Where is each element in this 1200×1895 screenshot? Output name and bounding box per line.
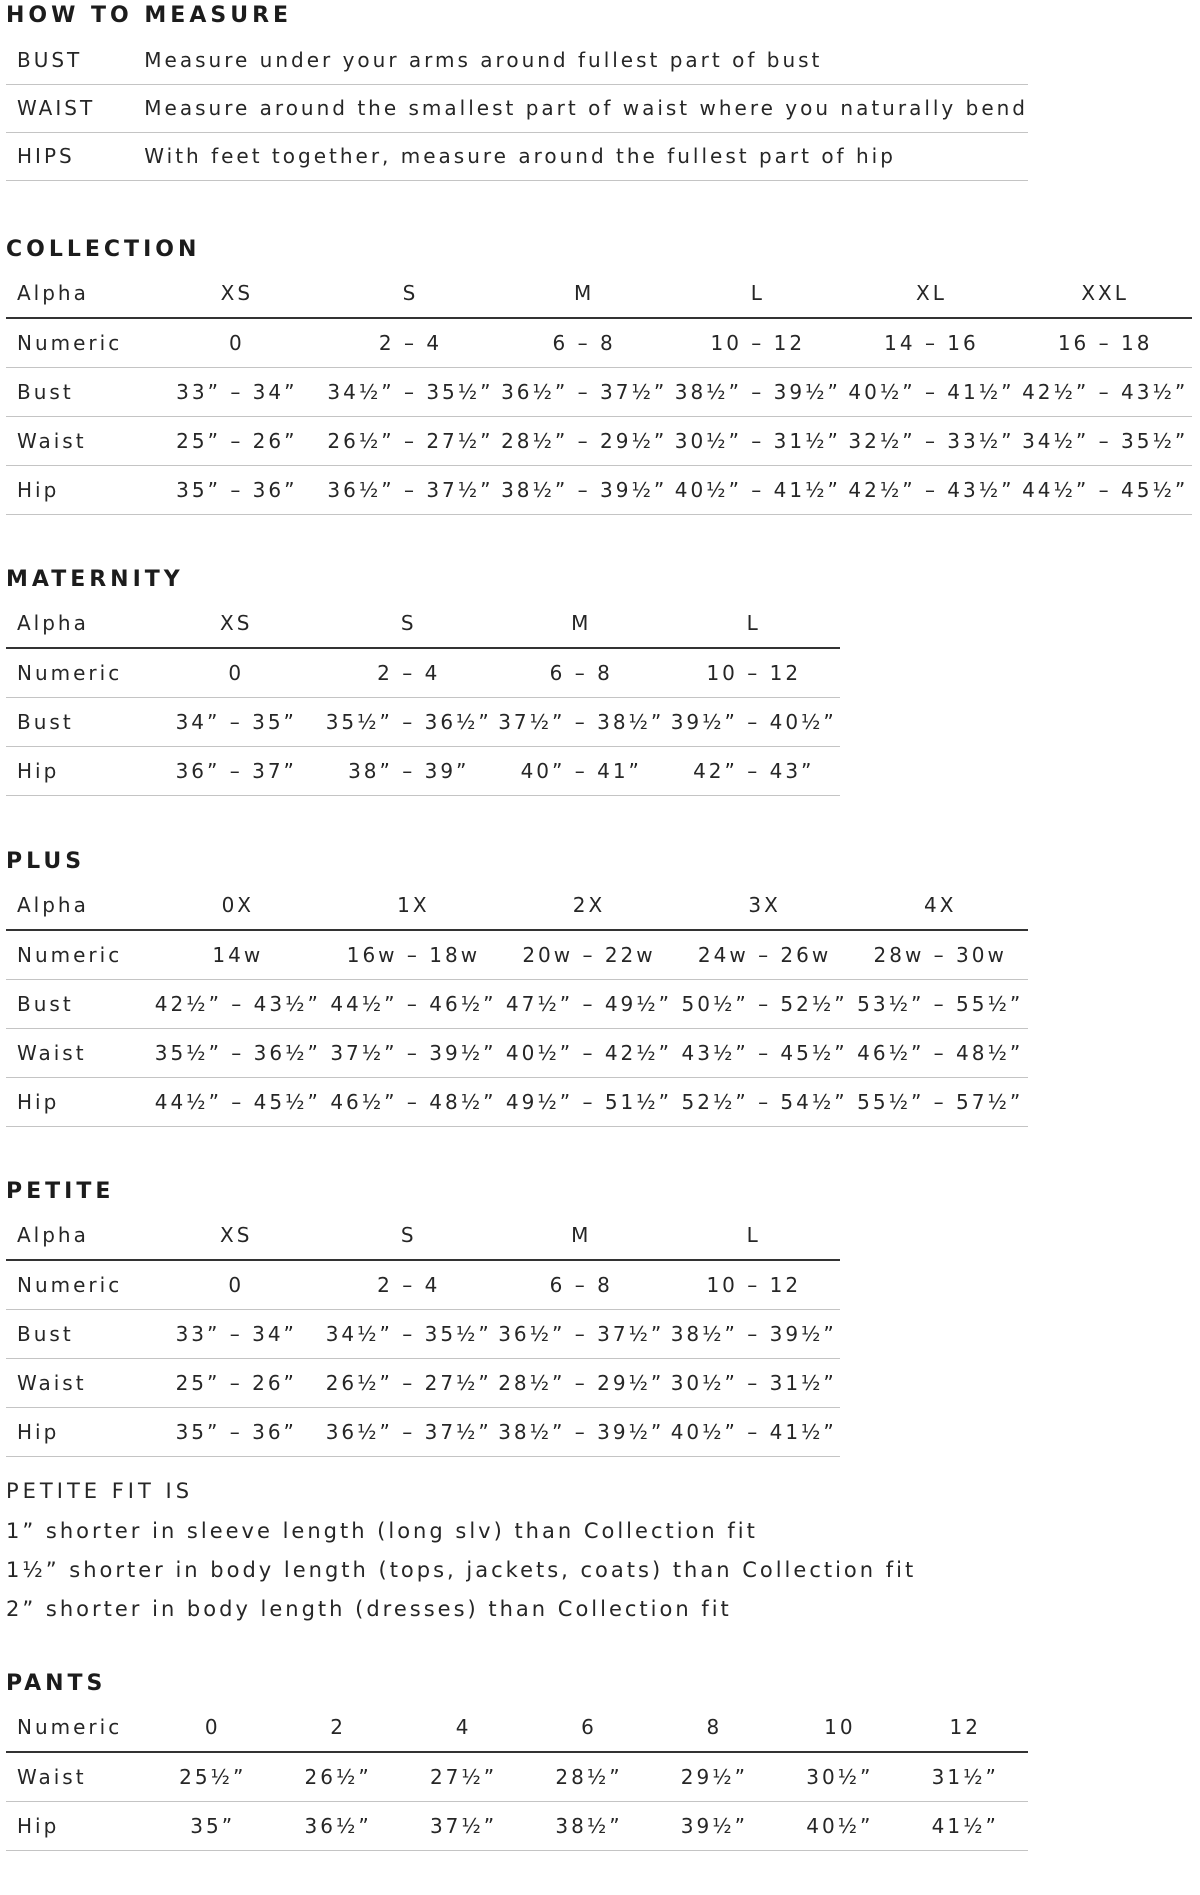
column-header: 6: [526, 1703, 651, 1752]
petite-heading: PETITE: [6, 1179, 115, 1204]
table-cell: 36½” – 37½”: [324, 466, 498, 515]
row-label: Hip: [6, 1802, 150, 1851]
table-cell: 10 – 12: [668, 1260, 841, 1310]
table-cell: 40” – 41”: [495, 747, 668, 796]
table-cell: 28½” – 29½”: [497, 417, 671, 466]
table-cell: 28½” – 29½”: [495, 1359, 668, 1408]
table-header-row: [6, 599, 840, 648]
table-row: [6, 648, 840, 698]
table-cell: 42” – 43”: [668, 747, 841, 796]
table-row: [6, 1310, 840, 1359]
table-cell: 25” – 26”: [150, 417, 324, 466]
maternity-size-table: [6, 599, 840, 796]
table-cell: 53½” – 55½”: [852, 980, 1028, 1029]
plus-heading: PLUS: [6, 849, 86, 874]
table-cell: 34½” – 35½”: [324, 368, 498, 417]
table-row: [6, 698, 840, 747]
table-cell: 43½” – 45½”: [677, 1029, 853, 1078]
table-row: [6, 1078, 1028, 1127]
table-row: [6, 1802, 1028, 1851]
row-label: Numeric: [6, 930, 150, 980]
table-cell: 29½”: [652, 1752, 777, 1802]
column-header: L: [668, 1211, 841, 1260]
table-cell: 0: [150, 1260, 323, 1310]
table-cell: 46½” – 48½”: [852, 1029, 1028, 1078]
row-label: Waist: [6, 1752, 150, 1802]
row-label: Numeric: [6, 318, 150, 368]
column-header: XS: [150, 1211, 323, 1260]
table-row: [6, 368, 1192, 417]
row-label: Hip: [6, 466, 150, 515]
table-cell: 35”: [150, 1802, 275, 1851]
column-header: S: [324, 269, 498, 318]
table-cell: 38½” – 39½”: [497, 466, 671, 515]
column-header: L: [671, 269, 845, 318]
column-header: M: [497, 269, 671, 318]
table-row: [6, 417, 1192, 466]
column-header: Alpha: [6, 599, 150, 648]
pants-heading: PANTS: [6, 1671, 107, 1696]
column-header: 4X: [852, 881, 1028, 930]
column-header: Numeric: [6, 1703, 150, 1752]
table-cell: 14w: [150, 930, 326, 980]
table-cell: 40½” – 41½”: [671, 466, 845, 515]
table-cell: 30½” – 31½”: [671, 417, 845, 466]
table-cell: 36½”: [275, 1802, 400, 1851]
table-cell: 44½” – 46½”: [326, 980, 502, 1029]
table-cell: 39½” – 40½”: [668, 698, 841, 747]
table-cell: 32½” – 33½”: [845, 417, 1019, 466]
table-cell: 24w – 26w: [677, 930, 853, 980]
table-cell: 44½” – 45½”: [150, 1078, 326, 1127]
table-cell: 39½”: [652, 1802, 777, 1851]
table-cell: 35½” – 36½”: [150, 1029, 326, 1078]
column-header: 8: [652, 1703, 777, 1752]
petite-fit-line: 1½” shorter in body length (tops, jackets, coats) than Collection fit: [6, 1558, 917, 1582]
column-header: 3X: [677, 881, 853, 930]
table-row: [6, 318, 1192, 368]
table-cell: 26½” – 27½”: [324, 417, 498, 466]
column-header: Alpha: [6, 269, 150, 318]
table-header-row: [6, 1211, 840, 1260]
table-header-row: [6, 269, 1192, 318]
column-header: Alpha: [6, 1211, 150, 1260]
table-cell: 37½”: [401, 1802, 526, 1851]
pants-size-table: [6, 1703, 1028, 1851]
measure-text: With feet together, measure around the fullest part of hip: [144, 132, 1028, 180]
table-cell: 37½” – 39½”: [326, 1029, 502, 1078]
column-header: M: [495, 1211, 668, 1260]
maternity-heading: MATERNITY: [6, 567, 184, 592]
column-header: 0X: [150, 881, 326, 930]
row-label: Bust: [6, 368, 150, 417]
table-cell: 47½” – 49½”: [501, 980, 677, 1029]
table-cell: 33” – 34”: [150, 1310, 323, 1359]
table-row: [6, 747, 840, 796]
table-cell: 30½”: [777, 1752, 902, 1802]
table-cell: 38½” – 39½”: [668, 1310, 841, 1359]
row-label: Bust: [6, 1310, 150, 1359]
table-cell: 42½” – 43½”: [845, 466, 1019, 515]
how-to-measure-table: [6, 36, 1028, 181]
table-row: [6, 1408, 840, 1457]
column-header: XL: [845, 269, 1019, 318]
table-cell: 55½” – 57½”: [852, 1078, 1028, 1127]
table-row: [6, 930, 1028, 980]
column-header: XXL: [1018, 269, 1192, 318]
table-cell: 38” – 39”: [323, 747, 496, 796]
table-cell: 41½”: [903, 1802, 1028, 1851]
table-row: [6, 1359, 840, 1408]
column-header: Alpha: [6, 881, 150, 930]
table-cell: 40½”: [777, 1802, 902, 1851]
table-cell: 0: [150, 318, 324, 368]
collection-heading: COLLECTION: [6, 237, 201, 262]
table-cell: 36½” – 37½”: [495, 1310, 668, 1359]
table-cell: 33” – 34”: [150, 368, 324, 417]
table-cell: 31½”: [903, 1752, 1028, 1802]
table-row: [6, 1029, 1028, 1078]
table-cell: 36½” – 37½”: [497, 368, 671, 417]
column-header: M: [495, 599, 668, 648]
table-cell: 40½” – 42½”: [501, 1029, 677, 1078]
table-cell: 28½”: [526, 1752, 651, 1802]
column-header: 12: [903, 1703, 1028, 1752]
table-cell: 30½” – 31½”: [668, 1359, 841, 1408]
row-label: Numeric: [6, 648, 150, 698]
row-label: Waist: [6, 1359, 150, 1408]
table-cell: 26½”: [275, 1752, 400, 1802]
petite-fit-heading: PETITE FIT IS: [6, 1479, 194, 1503]
table-cell: 38½”: [526, 1802, 651, 1851]
table-row: [6, 466, 1192, 515]
table-cell: 6 – 8: [495, 648, 668, 698]
plus-size-table: [6, 881, 1028, 1127]
column-header: XS: [150, 599, 323, 648]
table-cell: 20w – 22w: [501, 930, 677, 980]
table-cell: 52½” – 54½”: [677, 1078, 853, 1127]
table-cell: 16w – 18w: [326, 930, 502, 980]
table-cell: 25½”: [150, 1752, 275, 1802]
column-header: 1X: [326, 881, 502, 930]
column-header: 4: [401, 1703, 526, 1752]
table-header-row: [6, 881, 1028, 930]
table-cell: 36” – 37”: [150, 747, 323, 796]
table-cell: 34” – 35”: [150, 698, 323, 747]
column-header: 2X: [501, 881, 677, 930]
table-cell: 2 – 4: [324, 318, 498, 368]
column-header: 10: [777, 1703, 902, 1752]
table-cell: 36½” – 37½”: [323, 1408, 496, 1457]
table-cell: 35” – 36”: [150, 466, 324, 515]
table-cell: 38½” – 39½”: [495, 1408, 668, 1457]
table-row: [6, 1260, 840, 1310]
table-cell: 49½” – 51½”: [501, 1078, 677, 1127]
column-header: S: [323, 1211, 496, 1260]
row-label: Hip: [6, 747, 150, 796]
row-label: Hip: [6, 1408, 150, 1457]
table-cell: 34½” – 35½”: [1018, 417, 1192, 466]
table-cell: 25” – 26”: [150, 1359, 323, 1408]
how-to-measure-heading: HOW TO MEASURE: [6, 3, 293, 28]
column-header: L: [668, 599, 841, 648]
table-cell: 35½” – 36½”: [323, 698, 496, 747]
table-row: [6, 980, 1028, 1029]
row-label: Numeric: [6, 1260, 150, 1310]
petite-size-table: [6, 1211, 840, 1457]
petite-fit-line: 2” shorter in body length (dresses) than Collection fit: [6, 1597, 732, 1621]
row-label: Bust: [6, 980, 150, 1029]
measure-label: HIPS: [6, 132, 144, 180]
collection-size-table: [6, 269, 1192, 515]
column-header: XS: [150, 269, 324, 318]
table-row: [6, 1752, 1028, 1802]
table-cell: 28w – 30w: [852, 930, 1028, 980]
table-cell: 26½” – 27½”: [323, 1359, 496, 1408]
measure-text: Measure under your arms around fullest part of bust: [144, 36, 1028, 84]
table-cell: 27½”: [401, 1752, 526, 1802]
table-cell: 6 – 8: [495, 1260, 668, 1310]
table-cell: 42½” – 43½”: [1018, 368, 1192, 417]
table-cell: 16 – 18: [1018, 318, 1192, 368]
table-cell: 2 – 4: [323, 648, 496, 698]
column-header: 0: [150, 1703, 275, 1752]
row-label: Waist: [6, 1029, 150, 1078]
column-header: S: [323, 599, 496, 648]
table-cell: 2 – 4: [323, 1260, 496, 1310]
table-cell: 37½” – 38½”: [495, 698, 668, 747]
measure-label: BUST: [6, 36, 144, 84]
table-cell: 14 – 16: [845, 318, 1019, 368]
table-cell: 38½” – 39½”: [671, 368, 845, 417]
table-cell: 34½” – 35½”: [323, 1310, 496, 1359]
table-row: [6, 132, 1028, 180]
table-cell: 10 – 12: [668, 648, 841, 698]
row-label: Waist: [6, 417, 150, 466]
table-row: [6, 36, 1028, 84]
table-cell: 0: [150, 648, 323, 698]
table-cell: 50½” – 52½”: [677, 980, 853, 1029]
table-cell: 40½” – 41½”: [845, 368, 1019, 417]
table-cell: 10 – 12: [671, 318, 845, 368]
petite-fit-line: 1” shorter in sleeve length (long slv) than Collection fit: [6, 1519, 758, 1543]
table-cell: 46½” – 48½”: [326, 1078, 502, 1127]
table-header-row: [6, 1703, 1028, 1752]
table-row: [6, 84, 1028, 132]
measure-label: WAIST: [6, 84, 144, 132]
table-cell: 35” – 36”: [150, 1408, 323, 1457]
column-header: 2: [275, 1703, 400, 1752]
table-cell: 44½” – 45½”: [1018, 466, 1192, 515]
row-label: Bust: [6, 698, 150, 747]
table-cell: 40½” – 41½”: [668, 1408, 841, 1457]
table-cell: 6 – 8: [497, 318, 671, 368]
row-label: Hip: [6, 1078, 150, 1127]
table-cell: 42½” – 43½”: [150, 980, 326, 1029]
measure-text: Measure around the smallest part of waist where you naturally bend: [144, 84, 1028, 132]
